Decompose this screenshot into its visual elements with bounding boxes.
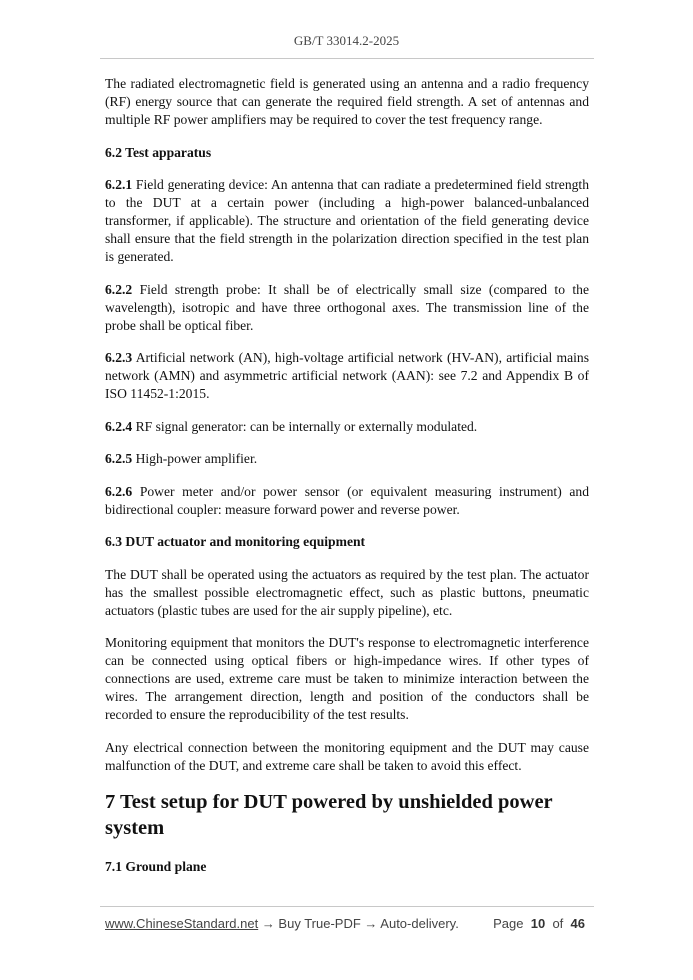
clause-text: Field strength probe: It shall be of electrically small size (compared to the wavelength), isotropic and have three orthogonal axes. The transmission line of the probe shall be optical fiber. — [105, 281, 589, 333]
clause-text: The radiated electromagnetic field is generated using an antenna and a radio frequency (RF) energy source that can generate the required field strength. A set of antennas and multiple RF power amplifiers may be required to cover the test frequency range. — [105, 76, 589, 127]
site-link[interactable]: www.ChineseStandard.net — [105, 916, 259, 931]
clause-6-2-4 — [105, 418, 589, 436]
header-divider — [100, 58, 594, 59]
clause-6-2-5 — [105, 450, 589, 468]
clause-text: Any electrical connection between the monitoring equipment and the DUT may cause malfunction of the DUT, and extreme care shall be taken to avoid this effect. — [105, 739, 589, 773]
clause-number: 6.2.3 — [105, 350, 133, 365]
clause-number: 6.2.5 — [105, 451, 133, 466]
clause-6-2-3 — [105, 349, 589, 403]
paragraph — [105, 75, 589, 129]
clause-number: 6.2.1 — [105, 177, 133, 192]
clause-text: Power meter and/or power sensor (or equivalent measuring instrument) and bidirectional coupler: measure forward power and reverse power. — [105, 483, 589, 517]
clause-6-2-1 — [105, 176, 589, 266]
clause-text: High-power amplifier. — [132, 451, 258, 466]
footer-promo — [105, 916, 459, 931]
clause-number: 6.2.2 — [105, 281, 133, 297]
total-pages: 46 — [570, 916, 585, 931]
section-heading: 7 Test setup for DUT powered by unshielded power system — [105, 791, 553, 839]
clause-text: RF signal generator: can be internally or externally modulated. — [132, 418, 478, 434]
subsection-heading: 6.3 DUT actuator and monitoring equipment — [105, 534, 366, 549]
subsection-heading: 6.2 Test apparatus — [105, 144, 212, 160]
page-footer — [105, 916, 585, 931]
clause-text: Artificial network (AN), high-voltage artificial network (HV-AN), artificial mains network (AMN) and asymmetric artificial network (AAN): see 7.2 and Appendix B of ISO 11452-1:2015. — [105, 350, 589, 401]
clause-text: Field generating device: An antenna that can radiate a predetermined field strength to the DUT at a certain power (including a high-power balanced-unbalanced transformer, if applicable). The structure and orientation of the field generating device shall ensure that the field strength in the polarization direction specified in the test plan is generated. — [105, 177, 589, 264]
page-number: Page 10 of 46 — [493, 916, 585, 931]
footer-divider — [100, 906, 594, 907]
clause-text: Monitoring equipment that monitors the DUT's response to electromagnetic interference can be connected using optical fibers or high-impedance wires. If other types of connections are used, extreme care must be taken to minimize interaction between the wires. The arrangement direction, length and position of the conductors shall be recorded to ensure the reproducibility of the test results. — [105, 635, 589, 722]
clause-text: The DUT shall be operated using the actuators as required by the test plan. The actuator has the smallest possible electromagnetic effect, such as plastic buttons, pneumatic actuators (plastic tubes are used for the air supply pipeline), etc. — [105, 566, 589, 618]
clause-number: 6.2.6 — [105, 483, 133, 499]
paragraph — [105, 739, 589, 775]
subsection-heading: 7.1 Ground plane — [105, 859, 207, 874]
paragraph — [105, 634, 589, 724]
clause-6-2-2 — [105, 281, 589, 335]
clause-number: 6.2.4 — [105, 418, 133, 434]
paragraph — [105, 566, 589, 620]
running-header: GB/T 33014.2-2025 — [293, 33, 400, 48]
clause-6-2-6 — [105, 483, 589, 519]
document-body — [105, 75, 589, 891]
footer-tagline: → Buy True-PDF → Auto-delivery. — [258, 916, 459, 931]
current-page: 10 — [530, 916, 546, 931]
